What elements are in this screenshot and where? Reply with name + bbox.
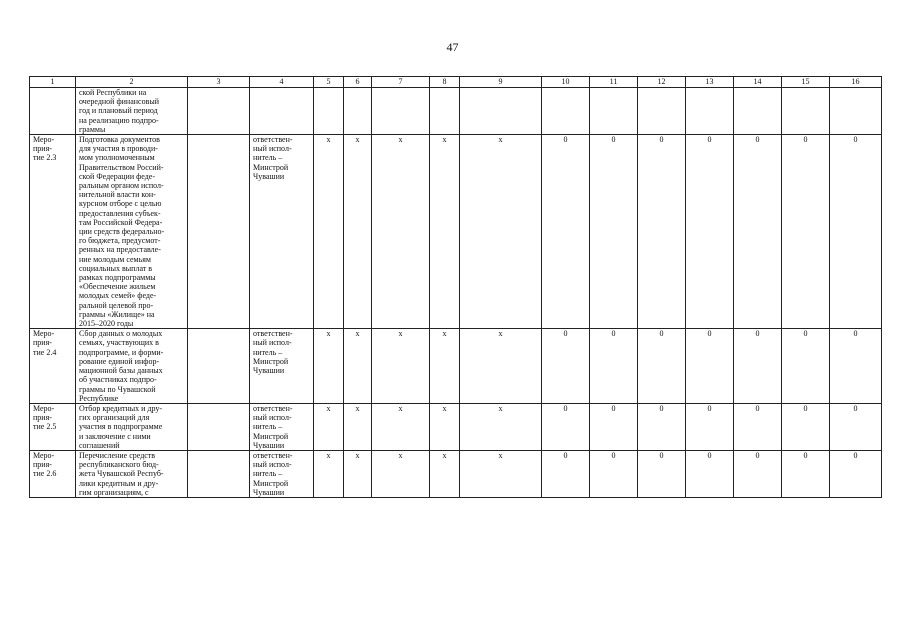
measure-number-cell: Меро- прия- тие 2.6 [30, 450, 76, 497]
column-3-cell [188, 329, 250, 404]
measure-number-cell [30, 88, 76, 135]
value-cell [638, 88, 686, 135]
column-3-cell [188, 135, 250, 329]
column-number: 12 [638, 77, 686, 88]
column-3-cell [188, 403, 250, 450]
column-number: 1 [30, 77, 76, 88]
column-number: 7 [372, 77, 430, 88]
value-cell: х [430, 329, 460, 404]
value-cell: 0 [542, 329, 590, 404]
column-3-cell [188, 450, 250, 497]
measure-description-cell: Отбор кредитных и дру- гих организаций для участия в подпрограмме и заключение с ними соглашений [76, 403, 188, 450]
table-row [30, 450, 882, 497]
value-cell [782, 88, 830, 135]
value-cell: х [372, 329, 430, 404]
value-cell [686, 88, 734, 135]
measure-description-cell: Перечисление средств республиканского бюд- жета Чувашской Респуб- лики кредитным и дру- гим организациям, с [76, 450, 188, 497]
value-cell: х [372, 403, 430, 450]
column-number: 14 [734, 77, 782, 88]
value-cell [542, 88, 590, 135]
value-cell: 0 [734, 450, 782, 497]
value-cell: х [314, 329, 344, 404]
column-number-row [30, 77, 882, 88]
value-cell: 0 [830, 329, 882, 404]
value-cell: 0 [830, 450, 882, 497]
value-cell [830, 88, 882, 135]
value-cell: х [344, 135, 372, 329]
value-cell [460, 88, 542, 135]
table-row [30, 329, 882, 404]
value-cell: х [430, 135, 460, 329]
value-cell: 0 [686, 329, 734, 404]
value-cell [734, 88, 782, 135]
value-cell: х [430, 403, 460, 450]
value-cell: 0 [734, 403, 782, 450]
value-cell: 0 [638, 403, 686, 450]
value-cell [344, 88, 372, 135]
column-number: 6 [344, 77, 372, 88]
table-row [30, 135, 882, 329]
value-cell: 0 [542, 403, 590, 450]
value-cell: 0 [734, 329, 782, 404]
value-cell [590, 88, 638, 135]
column-number: 9 [460, 77, 542, 88]
value-cell: х [430, 450, 460, 497]
responsible-executor-cell [250, 88, 314, 135]
column-number: 16 [830, 77, 882, 88]
value-cell: х [460, 450, 542, 497]
column-number: 2 [76, 77, 188, 88]
table-row [30, 88, 882, 135]
value-cell: 0 [638, 450, 686, 497]
measure-description-cell: Сбор данных о молодых семьях, участвующих в подпрограмме, и форми- рование единой инфор- мационной базы данных об участниках подпро- граммы по Чувашской Республике [76, 329, 188, 404]
responsible-executor-cell: ответствен- ный испол- нитель – Минстрой Чувашии [250, 403, 314, 450]
value-cell: х [372, 135, 430, 329]
value-cell: х [372, 450, 430, 497]
value-cell: х [460, 329, 542, 404]
value-cell [430, 88, 460, 135]
page-number: 47 [446, 40, 459, 54]
measure-number-cell: Меро- прия- тие 2.3 [30, 135, 76, 329]
value-cell: 0 [686, 450, 734, 497]
value-cell: х [344, 403, 372, 450]
value-cell: 0 [542, 450, 590, 497]
value-cell: 0 [590, 403, 638, 450]
value-cell: х [344, 450, 372, 497]
column-number: 4 [250, 77, 314, 88]
value-cell: 0 [830, 135, 882, 329]
value-cell: 0 [590, 329, 638, 404]
value-cell: 0 [590, 450, 638, 497]
value-cell: 0 [638, 135, 686, 329]
value-cell: 0 [782, 135, 830, 329]
value-cell: 0 [542, 135, 590, 329]
table-body [30, 88, 882, 498]
value-cell: 0 [686, 403, 734, 450]
value-cell: х [314, 135, 344, 329]
column-number: 15 [782, 77, 830, 88]
table-row [30, 403, 882, 450]
value-cell: х [314, 403, 344, 450]
value-cell: 0 [782, 329, 830, 404]
measure-description-cell: ской Республики на очередной финансовый год и плановый период на реализацию подпро- граммы [76, 88, 188, 135]
responsible-executor-cell: ответствен- ный испол- нитель – Минстрой Чувашии [250, 450, 314, 497]
value-cell: 0 [782, 403, 830, 450]
responsible-executor-cell: ответствен- ный испол- нитель – Минстрой Чувашии [250, 135, 314, 329]
value-cell [314, 88, 344, 135]
column-number: 3 [188, 77, 250, 88]
column-number: 11 [590, 77, 638, 88]
value-cell: 0 [686, 135, 734, 329]
column-number: 10 [542, 77, 590, 88]
value-cell [372, 88, 430, 135]
value-cell: х [344, 329, 372, 404]
value-cell: 0 [734, 135, 782, 329]
value-cell: х [460, 403, 542, 450]
column-number: 5 [314, 77, 344, 88]
value-cell: 0 [590, 135, 638, 329]
value-cell: х [314, 450, 344, 497]
measure-number-cell: Меро- прия- тие 2.4 [30, 329, 76, 404]
value-cell: 0 [782, 450, 830, 497]
column-number: 13 [686, 77, 734, 88]
column-number: 8 [430, 77, 460, 88]
measure-number-cell: Меро- прия- тие 2.5 [30, 403, 76, 450]
value-cell: 0 [638, 329, 686, 404]
program-measures-table [29, 76, 882, 498]
value-cell: 0 [830, 403, 882, 450]
value-cell: х [460, 135, 542, 329]
column-3-cell [188, 88, 250, 135]
responsible-executor-cell: ответствен- ный испол- нитель – Минстрой Чувашии [250, 329, 314, 404]
measure-description-cell: Подготовка документов для участия в проводи- мом уполномоченным Правительством Россий- ской Федерации феде- ральным органом испол- нительной власти кон- курсном отборе с целью предоставления субъек- там Российской Федера- ции средств федерально- го бюджета, предусмот- ренных на предоставле- ние молодым семьям социальных выплат в рамках подпрограммы «Обеспечение жильем молодых семей» феде- ральной целевой про- граммы «Жилище» на 2015–2020 годы [76, 135, 188, 329]
